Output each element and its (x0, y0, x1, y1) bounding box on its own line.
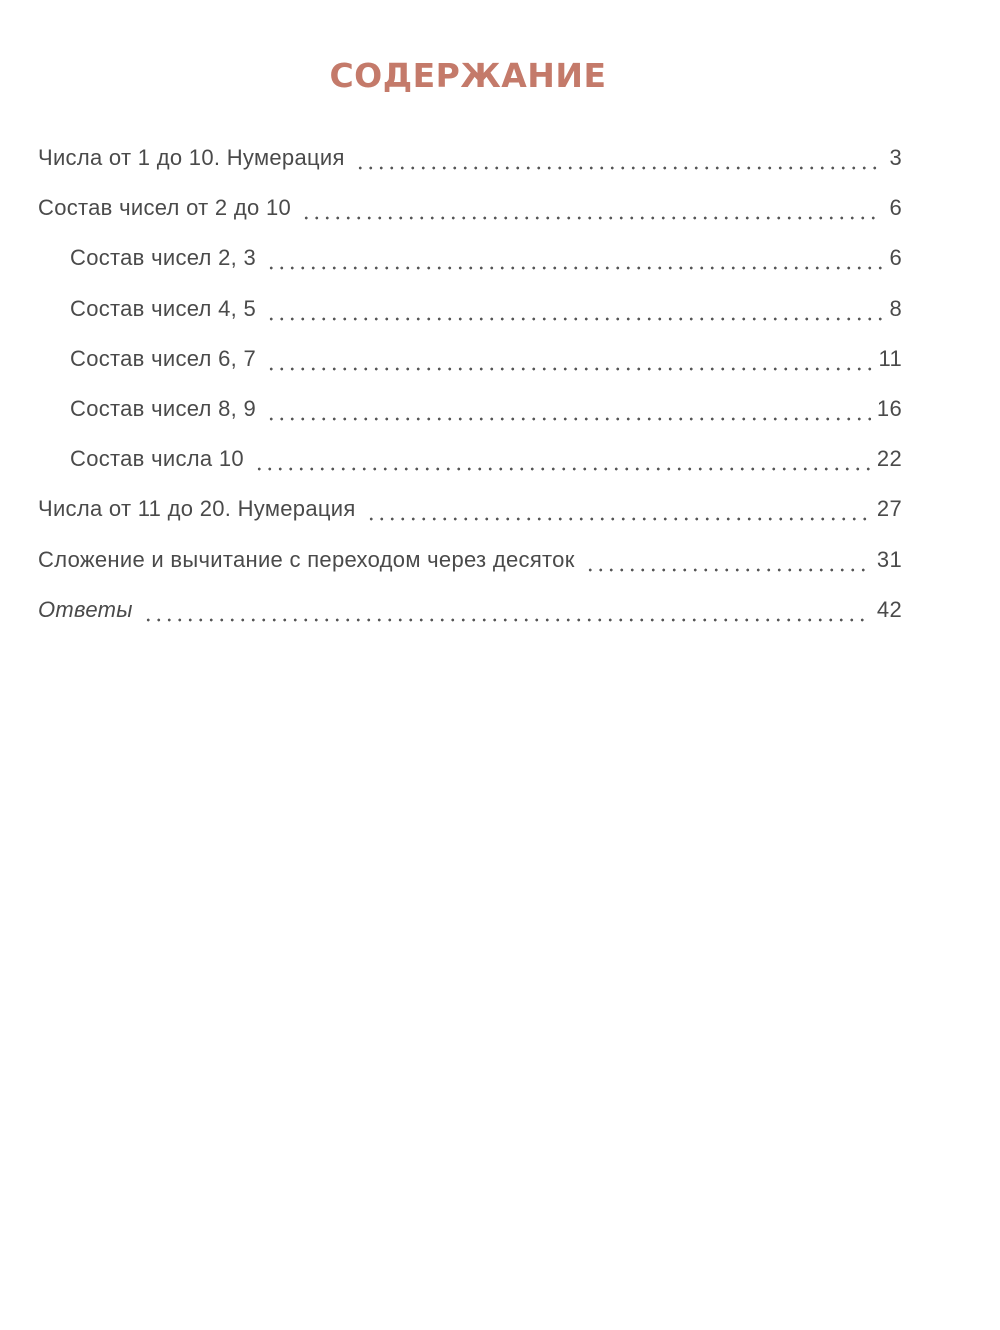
dot-leader (266, 400, 871, 422)
dot-leader (254, 450, 871, 472)
toc-entry-page: 6 (889, 195, 902, 221)
toc-entry-label: Состав числа 10 (70, 446, 244, 472)
toc-entry-label: Ответы (38, 596, 133, 622)
toc-entry-label: Состав чисел 8, 9 (70, 396, 256, 422)
toc-entry-numbers-1-10[interactable] (38, 133, 902, 183)
dot-leader (143, 601, 871, 623)
toc-subentry-composition-10[interactable] (38, 434, 902, 484)
dot-leader (301, 199, 882, 221)
dot-leader (266, 249, 882, 271)
toc-subentry-composition-4-5[interactable] (38, 284, 902, 334)
toc-entry-page: 31 (876, 546, 902, 572)
toc-entry-page: 22 (876, 446, 902, 472)
dot-leader (366, 500, 871, 522)
toc-entry-label: Сложение и вычитание с переходом через десяток (38, 546, 575, 572)
toc-entry-label: Состав чисел 6, 7 (70, 345, 256, 371)
toc-entry-page: 27 (876, 496, 902, 522)
toc-subentry-composition-2-3[interactable] (38, 233, 902, 283)
dot-leader (266, 350, 873, 372)
toc-title: СОДЕРЖАНИЕ (329, 56, 607, 95)
dot-leader (266, 300, 882, 322)
toc-entry-label: Числа от 1 до 10. Нумерация (38, 145, 345, 171)
toc-entry-addition-subtraction[interactable] (38, 535, 902, 585)
toc-entry-label: Состав чисел от 2 до 10 (38, 195, 292, 221)
toc-entry-label: Состав чисел 4, 5 (70, 295, 256, 321)
toc-entry-page: 3 (889, 145, 902, 171)
dot-leader (585, 551, 871, 573)
dot-leader (355, 149, 882, 171)
toc-entry-page: 16 (876, 396, 902, 422)
toc-entry-composition-2-10[interactable] (38, 183, 902, 233)
toc-entry-page: 6 (889, 245, 902, 271)
toc-subentry-composition-8-9[interactable] (38, 384, 902, 434)
toc-subentry-composition-6-7[interactable] (38, 334, 902, 384)
toc-entry-page: 11 (878, 345, 902, 371)
toc-list (38, 133, 902, 635)
toc-entry-page: 42 (876, 596, 902, 622)
toc-entry-numbers-11-20[interactable] (38, 484, 902, 534)
toc-entry-page: 8 (889, 295, 902, 321)
toc-entry-label: Состав чисел 2, 3 (70, 245, 256, 271)
toc-entry-answers[interactable] (38, 585, 902, 635)
toc-entry-label: Числа от 11 до 20. Нумерация (38, 496, 356, 522)
